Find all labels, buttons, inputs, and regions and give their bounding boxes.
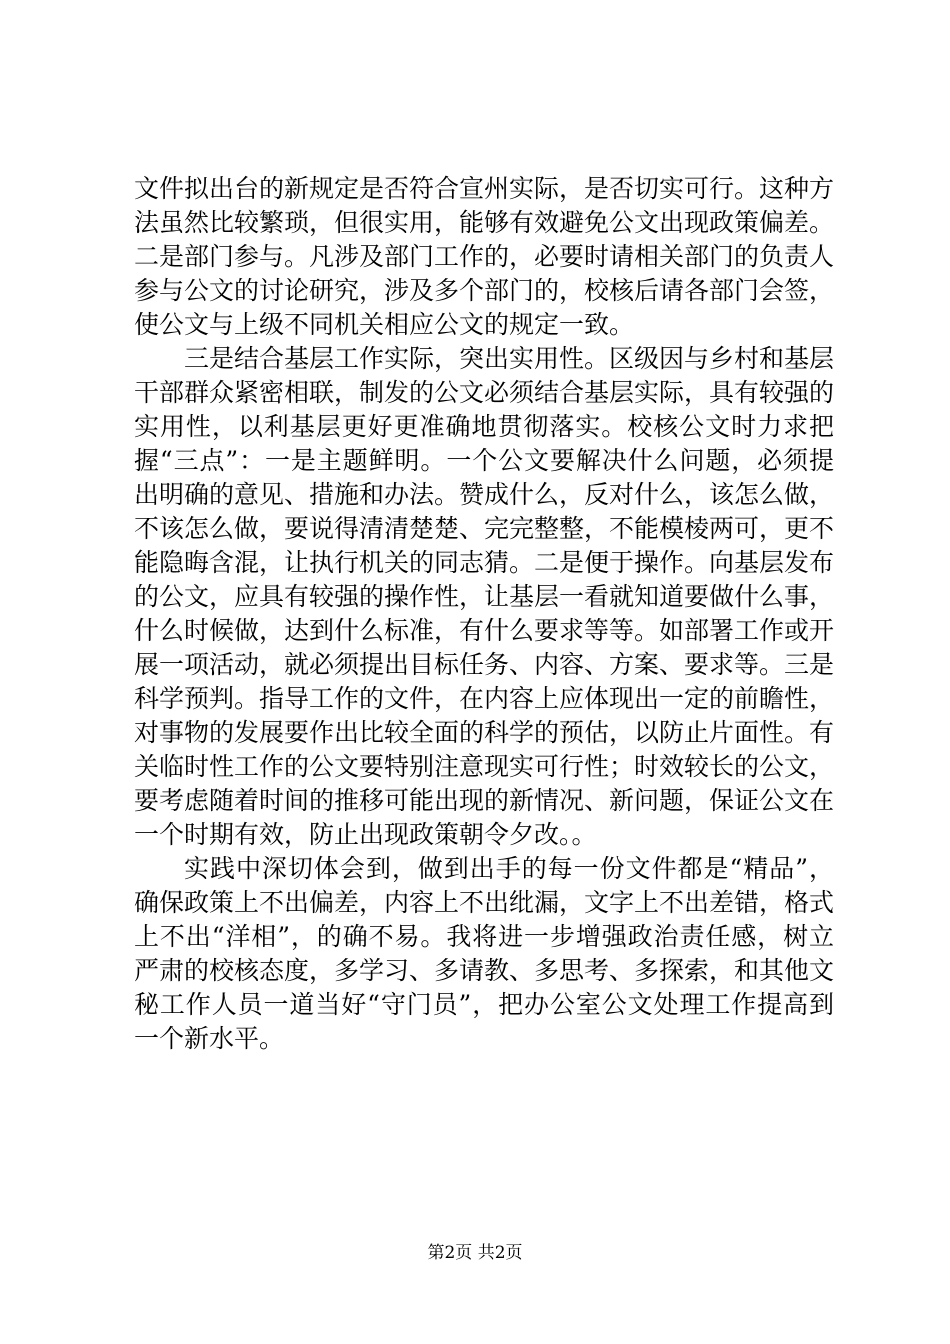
paragraph-1: 文件拟出台的新规定是否符合宣州实际，是否切实可行。这种方法虽然比较繁琐，但很实用，能够有效避免公文出现政策偏差。二是部门参与。凡涉及部门工作的，必要时请相关部门的负责人参与公文的讨论研究，涉及多个部门的，校核后请各部门会签，使公文与上级不同机关相应公文的规定一致。	[134, 174, 835, 339]
paragraph-2: 三是结合基层工作实际，突出实用性。区级因与乡村和基层干部群众紧密相联，制发的公文必须结合基层实际，具有较强的实用性，以利基层更好更准确地贯彻落实。校核公文时力求把握“三点”：一是主题鲜明。一个公文要解决什么问题，必须提出明确的意见、措施和办法。赞成什么，反对什么，该怎么做，不该怎么做，要说得清清楚楚、完完整整，不能模棱两可，更不能隐晦含混，让执行机关的同志猜。二是便于操作。向基层发布的公文，应具有较强的操作性，让基层一看就知道要做什么事，什么时候做，达到什么标准，有什么要求等等。如部署工作或开展一项活动，就必须提出目标任务、内容、方案、要求等。三是科学预判。指导工作的文件，在内容上应体现出一定的前瞻性，对事物的发展要作出比较全面的科学的预估，以防止片面性。有关临时性工作的公文要特别注意现实可行性；时效较长的公文，要考虑随着时间的推移可能出现的新情况、新问题，保证公文在一个时期有效，防止出现政策朝令夕改。。	[134, 344, 835, 849]
document-body	[134, 172, 834, 1056]
page-footer: 第2页 共2页	[427, 1243, 523, 1263]
paragraph-3: 实践中深切体会到，做到出手的每一份文件都是“精品”，确保政策上不出偏差，内容上不出纰漏，文字上不出差错，格式上不出“洋相”，的确不易。我将进一步增强政治责任感，树立严肃的校核态度，多学习、多请教、多思考、多探索，和其他文秘工作人员一道当好“守门员”，把办公室公文处理工作提高到一个新水平。	[134, 854, 835, 1053]
